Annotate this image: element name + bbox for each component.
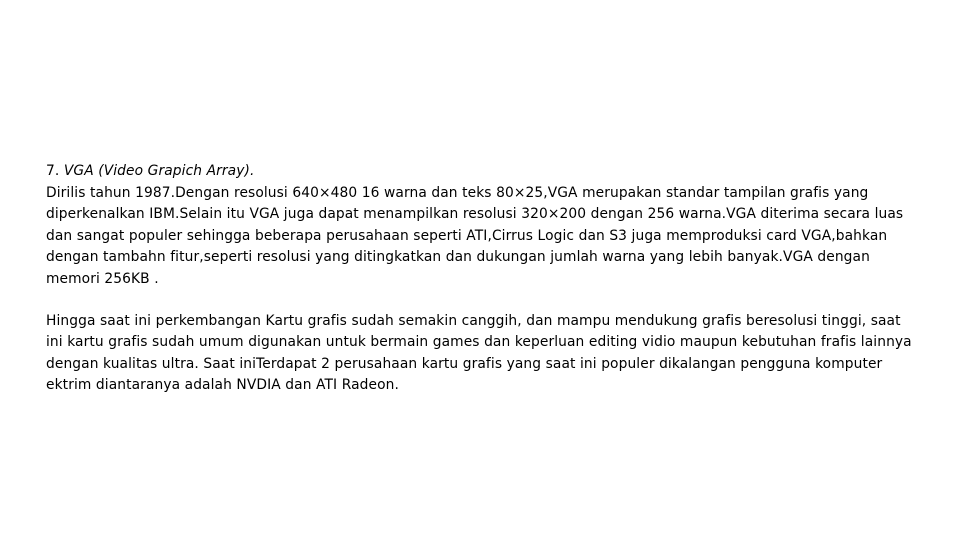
paragraph-vga-history: Dirilis tahun 1987.Dengan resolusi 640×480 16 warna dan teks 80×25,VGA merupakan standar tampilan grafis yang diperkenalkan IBM.Selain itu VGA juga dapat menampilkan resolusi 320×200 dengan 256 warna.VGA diterima secara luas dan sangat populer sehingga beberapa perusahaan seperti ATI,Cirrus Logic dan S3 juga memproduksi card VGA,bahkan dengan tambahn fitur,seperti resolusi yang ditingkatkan dan dukungan jumlah warna yang lebih banyak.VGA dengan memori 256KB . — [46, 184, 904, 287]
paragraph-spacer — [46, 291, 914, 311]
section-title: VGA (Video Grapich Array). — [63, 163, 255, 179]
section-number: 7. — [46, 163, 60, 179]
text-block — [46, 161, 914, 397]
section-heading — [46, 161, 914, 183]
paragraph-graphics-card-today: Hingga saat ini perkembangan Kartu grafis sudah semakin canggih, dan mampu mendukung grafis beresolusi tinggi, saat ini kartu grafis sudah umum digunakan untuk bermain games dan keperluan editing vidio maupun kebutuhan frafis lainnya dengan kualitas ultra. Saat iniTerdapat 2 perusahaan kartu grafis yang saat ini populer dikalangan pengguna komputer ektrim diantaranya adalah NVDIA dan ATI Radeon. — [46, 312, 912, 394]
